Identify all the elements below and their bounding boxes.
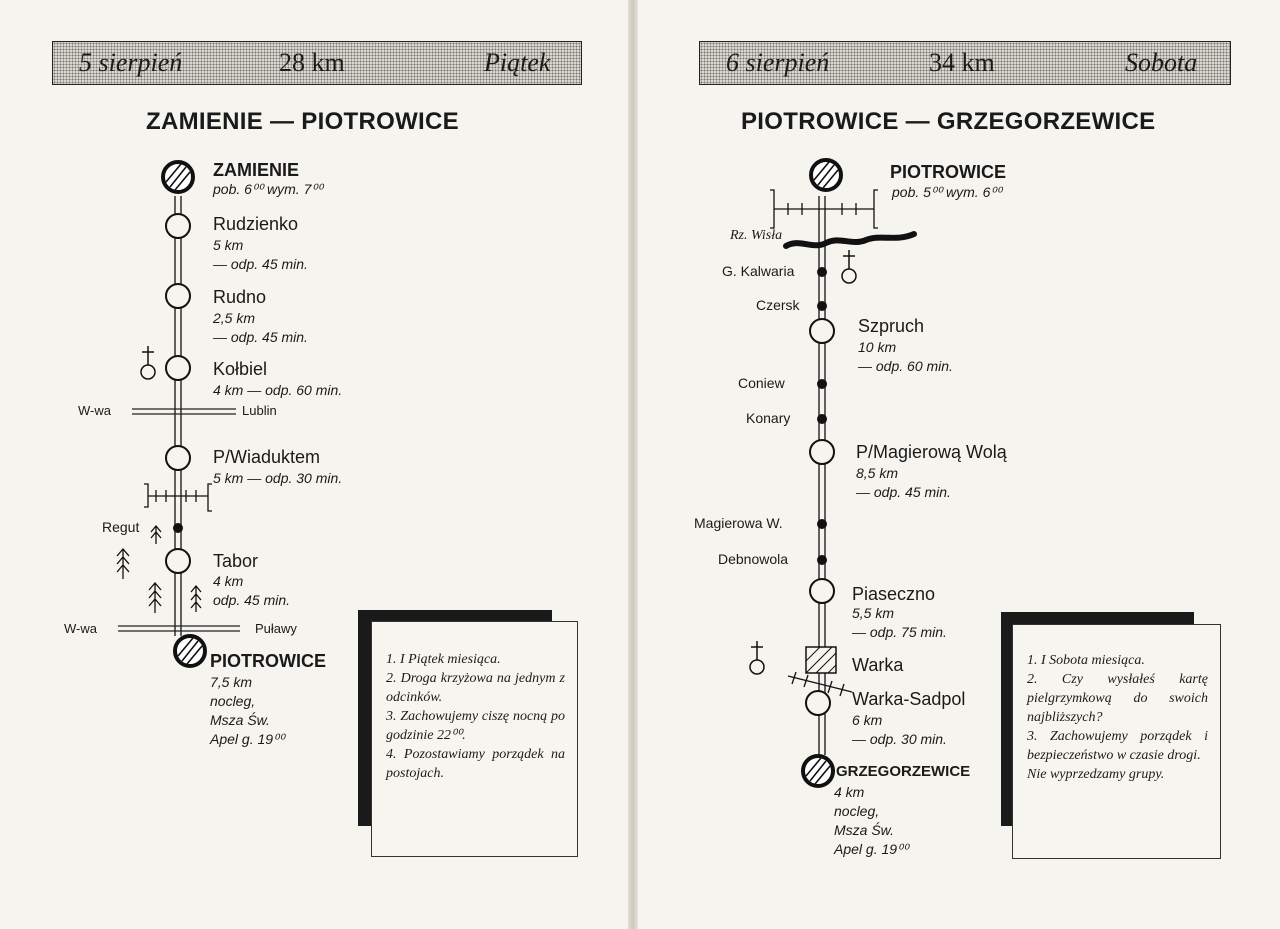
town-label-0: G. Kalwaria	[722, 263, 795, 279]
church-cross-icon	[750, 641, 764, 674]
right-stop-name-6: GRZEGORZEWICE	[836, 763, 971, 780]
river-wisla-icon	[786, 234, 914, 246]
right-stop-detail-3: 5,5 km — odp. 75 min.	[852, 605, 947, 640]
right-stop-name-1: Szpruch	[858, 316, 925, 336]
town-dot-icon	[817, 379, 827, 389]
left-stop-detail-5: 4 km odp. 45 min.	[213, 573, 291, 608]
road1-right-label: Lublin	[242, 403, 277, 418]
left-note-1: 1. I Piątek miesiąca.	[386, 652, 501, 667]
left-stop-name-3: Kołbiel	[213, 359, 268, 379]
left-stop-name-1: Rudzienko	[213, 214, 299, 234]
road2-left-label: W-wa	[64, 621, 97, 636]
left-stop-name-5: Tabor	[213, 551, 259, 571]
left-header-date: 5 sierpień	[79, 48, 183, 77]
river-label: Rz. Wisła	[730, 228, 783, 243]
right-stop-detail-6: 4 km nocleg, Msza Św. Apel g. 19⁰⁰	[834, 784, 909, 857]
right-stop-circle-icon	[810, 319, 834, 343]
town-dot-icon	[817, 267, 827, 277]
right-stop-name-3: Piaseczno	[852, 584, 936, 604]
right-note-2: 2. Czy wysłałeś kartę pielgrzymkową do swoich najbliższych?	[1027, 672, 1208, 725]
town-label-3: Konary	[746, 410, 791, 426]
town-dot-icon	[817, 519, 827, 529]
right-note-3: 3. Zachowujemy porządek i bezpieczeństwo w czasie drogi.	[1027, 729, 1208, 763]
left-stop-detail-6: 7,5 km nocleg, Msza Św. Apel g. 19⁰⁰	[210, 674, 285, 747]
right-header-distance: 34 km	[929, 48, 995, 77]
left-stop-detail-4: 5 km — odp. 30 min.	[213, 470, 343, 486]
left-note-2: 2. Droga krzyżowa na jednym z odcinków.	[386, 671, 565, 705]
church-cross-icon	[842, 250, 856, 283]
right-end-marker-icon	[803, 756, 833, 786]
right-stop-detail-2: 8,5 km — odp. 45 min.	[856, 465, 951, 500]
right-start-marker-icon	[811, 160, 841, 190]
right-bridge-icon	[770, 190, 878, 228]
town-dot-icon	[817, 301, 827, 311]
right-stop-circle-icon	[810, 440, 834, 464]
right-route-title: PIOTROWICE — GRZEGORZEWICE	[741, 108, 1156, 135]
town-label-2: Coniew	[738, 375, 785, 391]
left-stop-name-2: Rudno	[213, 287, 267, 307]
left-header-distance: 28 km	[279, 48, 345, 77]
right-header-date: 6 sierpień	[726, 48, 830, 77]
right-note-4: Nie wyprzedzamy grupy.	[1027, 767, 1165, 782]
town-label-5: Debnowola	[718, 551, 789, 567]
left-stop-detail-0: pob. 6⁰⁰ wym. 7⁰⁰	[213, 181, 323, 197]
town-dot-icon	[817, 414, 827, 424]
right-stop-name-2: P/Magierową Wolą	[856, 442, 1007, 462]
left-route-title: ZAMIENIE — PIOTROWICE	[146, 108, 459, 135]
right-stop-circle-icon	[806, 691, 830, 715]
left-stop-name-4: P/Wiaduktem	[213, 447, 321, 467]
left-note-4: 4. Pozostawiamy porządek na postojach.	[386, 747, 565, 781]
left-stop-name-6: PIOTROWICE	[210, 651, 326, 671]
right-header-day: Sobota	[1125, 48, 1198, 77]
road2-right-label: Puławy	[255, 621, 297, 636]
right-stop-detail-1: 10 km — odp. 60 min.	[858, 339, 953, 374]
right-stop-name-5: Warka-Sadpol	[852, 689, 966, 709]
road1-left-label: W-wa	[78, 403, 111, 418]
right-stop-detail-0: pob. 5⁰⁰ wym. 6⁰⁰	[892, 184, 1002, 200]
left-stop-detail-2: 2,5 km — odp. 45 min.	[213, 310, 308, 345]
town-label-4: Magierowa W.	[694, 515, 783, 531]
right-stop-name-4: Warka	[852, 655, 904, 675]
left-note-3: 3. Zachowujemy ciszę nocną po godzinie 22⁰⁰.	[386, 709, 565, 743]
left-stop-name-0: ZAMIENIE	[213, 160, 300, 180]
left-stop-detail-1: 5 km — odp. 45 min.	[213, 237, 308, 272]
right-stop-name-0: PIOTROWICE	[890, 162, 1006, 182]
town-dot-icon	[817, 555, 827, 565]
right-stop-detail-5: 6 km — odp. 30 min.	[852, 712, 947, 747]
right-notes-box	[1012, 624, 1221, 859]
right-note-1: 1. I Sobota miesiąca.	[1027, 653, 1145, 668]
left-stop-detail-3: 4 km — odp. 60 min.	[213, 382, 343, 398]
right-stop-circle-icon	[810, 579, 834, 603]
town-label-1: Czersk	[756, 297, 800, 313]
regut-label: Regut	[102, 519, 140, 535]
warka-town-square-icon	[806, 647, 836, 673]
left-header-day: Piątek	[484, 48, 551, 77]
